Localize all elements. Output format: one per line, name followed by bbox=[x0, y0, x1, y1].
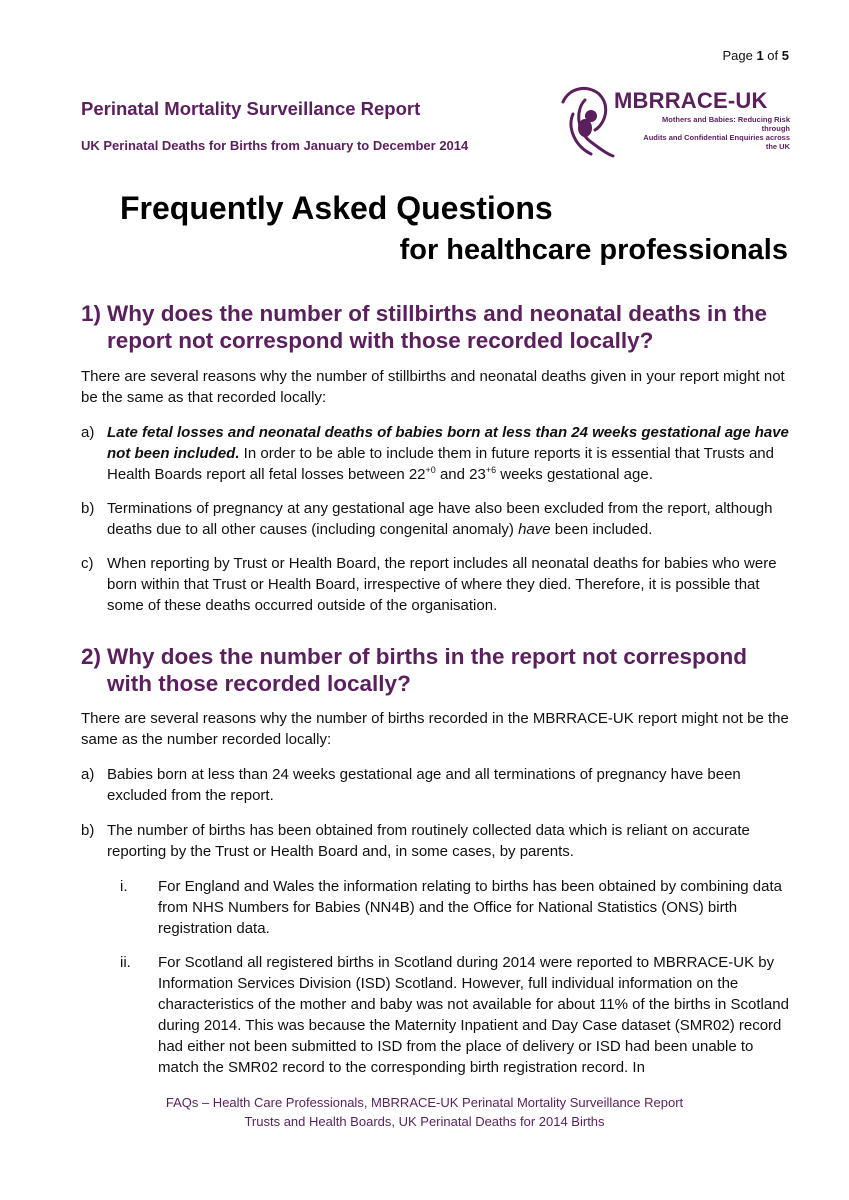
sub-list-item: i. For England and Wales the information relating to births has been obtained by combining data from NHS Numbers for Babies (NN4B) and the Office for National Statistics (ONS) birth registration data. bbox=[120, 878, 782, 937]
list-item: a) Babies born at less than 24 weeks gestational age and all terminations of pregnancy have been excluded from the report. bbox=[81, 766, 741, 804]
sub-list-item: ii. For Scotland all registered births in Scotland during 2014 were reported to MBRRACE-UK by Information Services Division (ISD) Scotland. However, full individual information on the characteristics of the mother and baby was not available for about 11% of the births in Scotland during 2014. This was because the Maternity Inpatient and Day Case dataset (SMR02) record had either not been submitted to ISD from the place of delivery or ISD had been unable to match the SMR02 record to the corresponding birth registration record. In bbox=[120, 954, 789, 1076]
list-item: c) When reporting by Trust or Health Board, the report includes all neonatal deaths for babies who were born within that Trust or Health Board, irrespective of where they died. Therefore, it is possible that some of these deaths occurred outside of the organisation. bbox=[81, 555, 777, 614]
logo-tagline: Mothers and Babies: Reducing Risk through Audits and Confidential Enquiries across the UK bbox=[643, 115, 790, 151]
logo-wordmark: MBRRACE-UK bbox=[614, 88, 768, 113]
list-item: b) The number of births has been obtained from routinely collected data which is reliant on accurate reporting by the Trust or Health Board and, in some cases, by parents. bbox=[81, 822, 750, 860]
page-title: Frequently Asked Questions bbox=[120, 190, 553, 226]
list-item: b) Terminations of pregnancy at any gestational age have also been excluded from the report, although deaths due to all other causes (including congenital anomaly) have been included. bbox=[81, 500, 773, 538]
report-title: Perinatal Mortality Surveillance Report bbox=[81, 98, 421, 119]
question-2-intro: There are several reasons why the number of births recorded in the MBRRACE-UK report might not be the same as the number recorded locally: bbox=[81, 710, 789, 748]
report-subtitle: UK Perinatal Deaths for Births from January to December 2014 bbox=[81, 138, 469, 153]
question-1-heading: 1) Why does the number of stillbirths and neonatal deaths in the report not correspond with those recorded locally? bbox=[81, 301, 768, 353]
list-item: a) Late fetal losses and neonatal deaths of babies born at less than 24 weeks gestational age have not been included. In order to be able to include them in future reports it is essential that Trusts and Health Boards report all fetal losses between $22^{+0}$ and $23^{+6}$ weeks gestational age. bbox=[81, 424, 789, 483]
question-2-heading: 2) Why does the number of births in the report not correspond with those recorded locally? bbox=[81, 644, 748, 696]
question-1-intro: There are several reasons why the number of stillbirths and neonatal deaths given in your report might not be the same as that recorded locally: bbox=[81, 368, 785, 406]
page-number: Page 1 of 5 bbox=[722, 48, 789, 63]
page-subtitle: for healthcare professionals bbox=[399, 234, 788, 266]
page-footer: FAQs – Health Care Professionals, MBRRACE-UK Perinatal Mortality Surveillance Report Trusts and Health Boards, UK Perinatal Deaths for 2014 Births bbox=[165, 1095, 684, 1129]
